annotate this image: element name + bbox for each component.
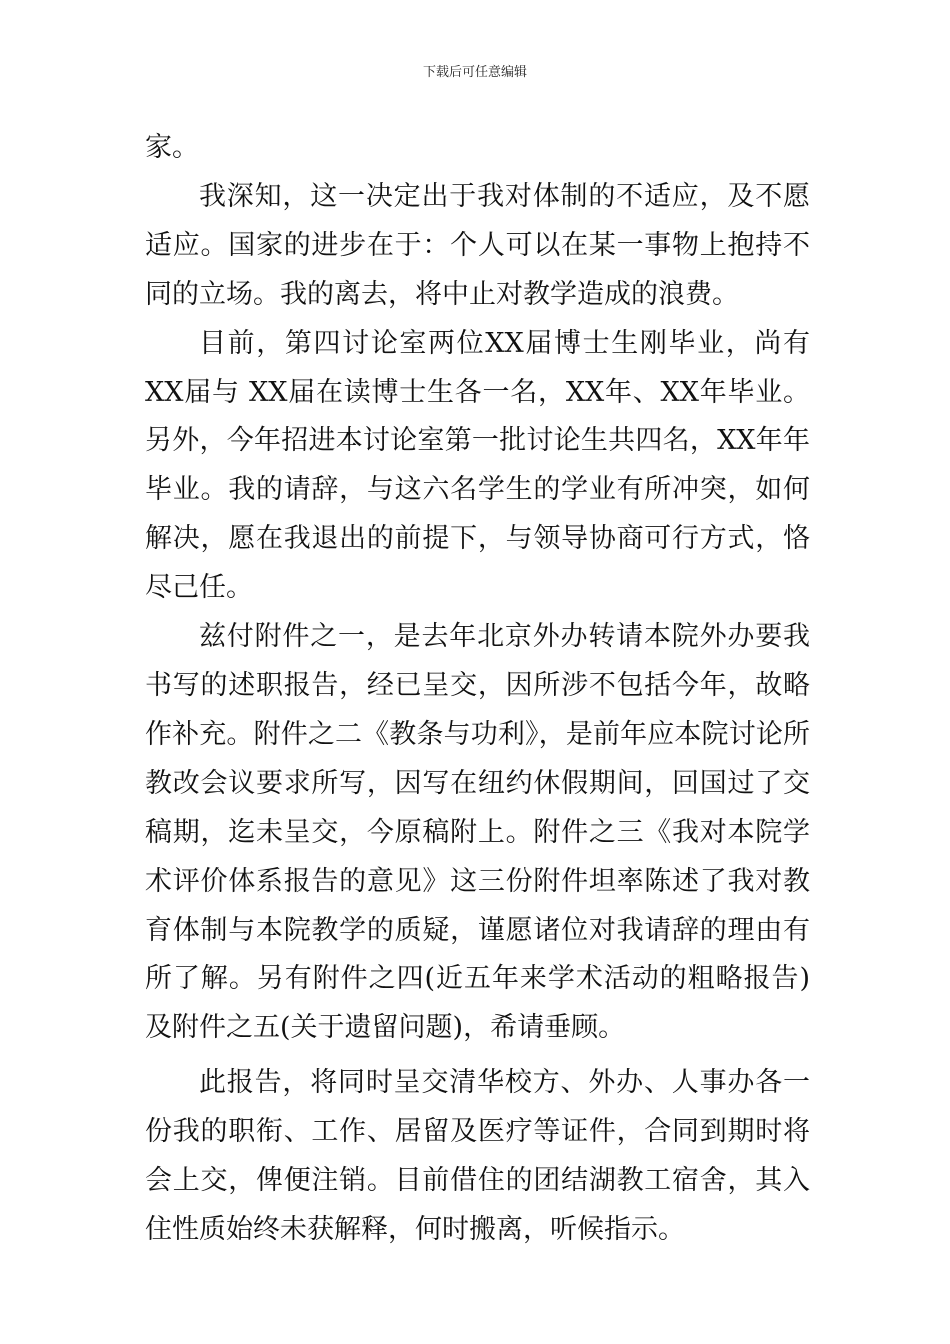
page-header: 下载后可任意编辑 bbox=[422, 65, 527, 80]
paragraph-continuation: 家。 bbox=[145, 132, 199, 163]
paragraph-attachments: 兹付附件之一，是去年北京外办转请本院外办要我书写的述职报告，经已呈交，因所涉不包括今年，故略作补充。附件之二《教条与功利》，是前年应本院讨论所教改会议要求所写，因写在纽约休假期间，回国过了交稿期，迄未呈交，今原稿附上。附件之三《我对本院学术评价体系报告的意见》这三份附件坦率陈述了我对教育体制与本院教学的质疑，谨愿诸位对我请辞的理由有所了解。另有附件之四(近五年来学术活动的粗略报告)及附件之五(关于遗留问题)，希请垂顾。 bbox=[145, 621, 810, 1044]
document-body bbox=[145, 124, 810, 1255]
paragraph-closing: 此报告，将同时呈交清华校方、外办、人事办各一份我的职衔、工作、居留及医疗等证件，合同到期时将会上交，俾便注销。目前借住的团结湖教工宿舍，其入住性质始终未获解释，何时搬离，听候指示。 bbox=[145, 1067, 810, 1245]
paragraph-students: 目前，第四讨论室两位XX届博士生刚毕业，尚有XX届与 XX届在读博士生各一名，XX年、XX年毕业。另外，今年招进本讨论室第一批讨论生共四名，XX年年毕业。我的请辞，与这六名学生的学业有所冲突，如何解决，愿在我退出的前提下，与领导协商可行方式，恪尽己任。 bbox=[145, 327, 810, 604]
paragraph-reason: 我深知，这一决定出于我对体制的不适应，及不愿适应。国家的进步在于：个人可以在某一事物上抱持不同的立场。我的离去，将中止对教学造成的浪费。 bbox=[145, 180, 810, 310]
